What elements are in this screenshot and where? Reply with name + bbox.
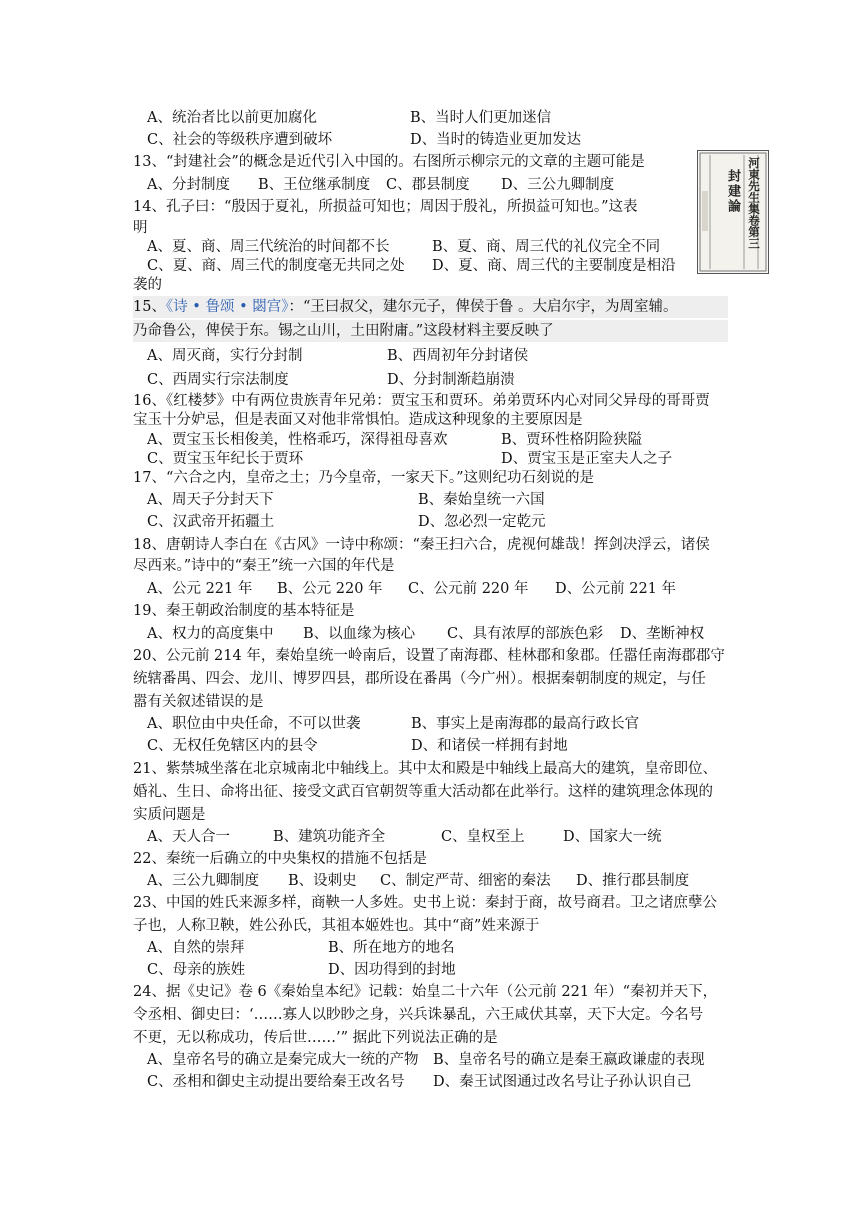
q15-option-b: B、西周初年分封诸侯 — [387, 348, 529, 364]
q16-option-b: B、贾环性格阴险狭隘 — [501, 432, 643, 448]
q18-option-c: C、公元前 220 年 — [408, 581, 529, 597]
q17-option-b: B、秦始皇统一六国 — [418, 492, 545, 508]
q24-option-c: C、丞相和御史主动提出要给秦王改名号 — [147, 1074, 405, 1090]
q20-option-c: C、无权任免辖区内的县令 — [147, 738, 318, 754]
q14-option-a: A、夏、商、周三代统治的时间都不长 — [147, 239, 390, 255]
q20-stem-line2: 统辖番禺、四会、龙川、博罗四县，郡所设在番禺（今广州）。根据秦朝制度的规定，与任 — [133, 671, 706, 687]
q18-stem-line2: 尽西来。”诗中的“秦王”统一六国的年代是 — [133, 558, 395, 574]
q24-option-d: D、秦王试图通过改名号让子孙认识自己 — [433, 1074, 692, 1090]
q23-option-a: A、自然的崇拜 — [147, 940, 245, 956]
q22-option-a: A、三公九卿制度 — [147, 873, 259, 889]
q18-option-d: D、公元前 221 年 — [555, 581, 677, 597]
q15-stem-line1 — [133, 296, 728, 318]
q12-option-c: C、社会的等级秩序遭到破坏 — [147, 132, 333, 148]
q19-option-a: A、权力的高度集中 — [147, 626, 274, 642]
q19-option-c: C、具有浓厚的部族色彩 — [447, 626, 604, 642]
q24-option-b: B、皇帝名号的确立是秦王嬴政谦虚的表现 — [433, 1052, 705, 1068]
q20-option-d: D、和诸侯一样拥有封地 — [411, 738, 568, 754]
q17-option-d: D、忽必烈一定乾元 — [418, 514, 546, 530]
q13-stem: 13、“封建社会”的概念是近代引入中国的。右图所示柳宗元的文章的主题可能是 — [133, 154, 645, 170]
q22-option-b: B、设刺史 — [288, 873, 357, 889]
q16-stem-line2: 宝玉十分妒忌，但是表面又对他非常惧怕。造成这种现象的主要原因是 — [133, 412, 583, 428]
q15-option-d: D、分封制渐趋崩溃 — [387, 372, 515, 388]
q24-stem-line1: 24、据《史记》卷 6《秦始皇本纪》记载：始皇二十六年（公元前 221 年）“秦初并天下， — [133, 984, 718, 1000]
q23-option-d: D、因功得到的封地 — [328, 962, 456, 978]
q13-option-b: B、王位继承制度 — [258, 177, 371, 193]
q19-option-b: B、以血缘为核心 — [303, 626, 416, 642]
q15-number: 15、 — [133, 299, 166, 315]
q18-option-a: A、公元 221 年 — [147, 581, 253, 597]
q14-option-c: C、夏、商、周三代的制度毫无共同之处 — [147, 258, 405, 274]
q23-stem-line1: 23、中国的姓氏来源多样，商鞅一人多姓。史书上说：秦封于商，故号商君。卫之诸庶孽公 — [133, 895, 717, 911]
q16-stem-line1: 16、《红楼梦》中有两位贵族青年兄弟：贾宝玉和贾环。弟弟贾环内心对同父异母的哥哥贾 — [133, 393, 710, 409]
q15-stem-line2: 乃命鲁公，俾侯于东。锡之山川，土田附庸。”这段材料主要反映了 — [133, 320, 728, 342]
q17-option-a: A、周天子分封天下 — [147, 492, 274, 508]
q24-stem-line3: 不更，无以称成功，传后世……’” 据此下列说法正确的是 — [133, 1030, 498, 1046]
q20-stem-line3: 嚣有关叙述错误的是 — [133, 694, 264, 710]
q15-source: 《诗 • 鲁颂 • 閟宫》 — [165, 299, 289, 315]
q15-option-a: A、周灭商，实行分封制 — [147, 348, 303, 364]
q20-option-b: B、事实上是南海郡的最高行政长官 — [411, 716, 640, 732]
q21-option-b: B、建筑功能齐全 — [273, 829, 386, 845]
q22-option-c: C、制定严苛、细密的秦法 — [380, 873, 551, 889]
q19-option-d: D、垄断神权 — [620, 626, 705, 642]
q21-stem-line2: 婚礼、生日、命将出征、接受文武百官朝贺等重大活动都在此举行。这样的建筑理念体现的 — [133, 784, 713, 800]
q20-stem-line1: 20、公元前 214 年，秦始皇统一岭南后，设置了南海郡、桂林郡和象郡。任嚣任南海郡郡守 — [133, 648, 725, 664]
q12-option-d: D、当时的铸造业更加发达 — [410, 132, 582, 148]
q16-option-d: D、贾宝玉是正室夫人之子 — [501, 451, 673, 467]
q12-option-a: A、统治者比以前更加腐化 — [147, 110, 317, 126]
q21-option-a: A、天人合一 — [147, 829, 230, 845]
q12-option-b: B、当时人们更加迷信 — [410, 110, 552, 126]
q19-stem: 19、秦王朝政治制度的基本特征是 — [133, 603, 355, 619]
q15-option-c: C、西周实行宗法制度 — [147, 372, 289, 388]
q16-option-a: A、贾宝玉长相俊美，性格乖巧，深得祖母喜欢 — [147, 432, 448, 448]
q21-stem-line3: 实质问题是 — [133, 807, 206, 823]
q22-stem: 22、秦统一后确立的中央集权的措施不包括是 — [133, 851, 427, 867]
q13-option-d: D、三公九卿制度 — [501, 177, 615, 193]
q13-option-c: C、郡县制度 — [386, 177, 470, 193]
q22-option-d: D、推行郡县制度 — [576, 873, 690, 889]
q13-option-a: A、分封制度 — [147, 177, 230, 193]
q14-stem-line2: 明 — [133, 220, 148, 236]
q23-option-b: B、所在地方的地名 — [328, 940, 455, 956]
q23-stem-line2: 子也，人称卫鞅，姓公孙氏，其祖本姬姓也。其中“商”姓来源于 — [133, 918, 540, 934]
q20-option-a: A、职位由中央任命，不可以世袭 — [147, 716, 361, 732]
q14-option-d: D、夏、商、周三代的主要制度是相沿 — [432, 258, 676, 274]
q16-option-c: C、贾宝玉年纪长于贾环 — [147, 451, 304, 467]
q21-option-d: D、国家大一统 — [563, 829, 662, 845]
q14-option-b: B、夏、商、周三代的礼仪完全不同 — [432, 239, 661, 255]
q23-option-c: C、母亲的族姓 — [147, 962, 246, 978]
q24-stem-line2: 令丞相、御史曰：‘……寡人以眇眇之身，兴兵诛暴乱，六王咸伏其辜，天下大定。今名号 — [133, 1007, 704, 1023]
q18-option-b: B、公元 220 年 — [277, 581, 383, 597]
book-title-column: 河東先生集卷第三 — [747, 157, 761, 249]
q18-stem-line1: 18、唐朝诗人李白在《古风》一诗中称颂：“秦王扫六合，虎视何雄哉！挥剑决浮云，诸侯 — [133, 537, 710, 553]
q15-stem-text: ：“王曰叔父，建尔元子，俾侯于鲁 。大启尔宇，为周室辅。 — [288, 299, 678, 315]
essay-title-column: 封建論 — [725, 169, 740, 214]
q21-stem-line1: 21、紫禁城坐落在北京城南北中轴线上。其中太和殿是中轴线上最高大的建筑，皇帝即位、 — [133, 761, 717, 777]
book-page-image — [697, 150, 769, 274]
q24-option-a: A、皇帝名号的确立是秦完成大一统的产物 — [147, 1052, 419, 1068]
q17-stem: 17、“六合之内，皇帝之土；乃今皇帝，一家天下。”这则纪功石刻说的是 — [133, 470, 595, 486]
q21-option-c: C、皇权至上 — [441, 829, 525, 845]
q14-stem-line1: 14、孔子曰：“殷因于夏礼，所损益可知也；周因于殷礼，所损益可知也。”这表 — [133, 199, 638, 215]
q17-option-c: C、汉武帝开拓疆土 — [147, 514, 275, 530]
q14-option-d-cont: 袭的 — [133, 277, 162, 293]
